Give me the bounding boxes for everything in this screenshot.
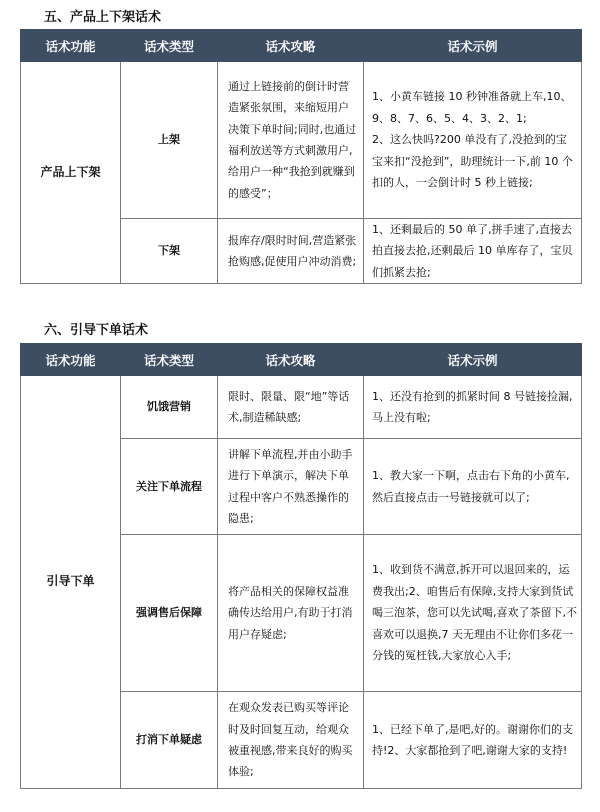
function-cell: 产品上下架 [21,62,121,284]
strategy-cell: 将产品相关的保障权益准确传达给用户,有助于打消用户存疑虑; [218,535,364,692]
header-example: 话术示例 [364,344,582,376]
product-listing-table [20,29,582,284]
table-header-row [21,30,582,62]
example-cell: 1、还没有抢到的抓紧时间 8 号链接捡漏,马上没有啦; [364,376,582,439]
example-cell: 1、已经下单了,是吧,好的。谢谢你们的支持!2、大家都抢到了吧,谢谢大家的支持! [364,692,582,789]
type-cell: 上架 [121,62,218,219]
table-header-row [21,344,582,376]
function-cell: 引导下单 [21,376,121,789]
example-cell: 1、小黄车链接 10 秒钟准备就上车,10、9、8、7、6、5、4、3、2、1; 2、这么快吗?200 单没有了,没抢到的宝宝来扣“没抢到”，助理统计一下,前 10 个扣的人，一会倒计时 5 秒上链接; [364,62,582,219]
section-5-title: 五、产品上下架话术 [44,10,162,25]
type-cell: 饥饿营销 [121,376,218,439]
strategy-cell: 限时、限量、限“地”等话术,制造稀缺感; [218,376,364,439]
type-cell: 打消下单疑虑 [121,692,218,789]
type-cell: 关注下单流程 [121,439,218,535]
example-cell: 1、教大家一下啊，点击右下角的小黄车,然后直接点击一号链接就可以了; [364,439,582,535]
guide-order-table [20,343,582,789]
table-row [21,62,582,219]
header-type: 话术类型 [121,344,218,376]
table-row [21,376,582,439]
section-6-title: 六、引导下单话术 [44,323,149,338]
example-cell: 1、收到货不满意,拆开可以退回来的，运费我出;2、咱售后有保障,支持大家到货试喝三泡茶，您可以先试喝,喜欢了茶留下,不喜欢可以退换,7 天无理由不让你们多花一分钱的冤枉钱,大家放心入手; [364,535,582,692]
strategy-cell: 报库存/限时时间,营造紧张抢购感,促使用户冲动消费; [218,219,364,284]
header-type: 话术类型 [121,30,218,62]
header-function: 话术功能 [21,344,121,376]
type-cell: 下架 [121,219,218,284]
header-strategy: 话术攻略 [218,344,364,376]
header-example: 话术示例 [364,30,582,62]
strategy-cell: 通过上链接前的倒计时营造紧张氛围，来缩短用户决策下单时间;同时,也通过福利放送等方式刺激用户,给用户一种“我抢到就赚到的感受”； [218,62,364,219]
example-cell: 1、还剩最后的 50 单了,拼手速了,直接去拍直接去抢,还剩最后 10 单库存了，宝贝们抓紧去抢; [364,219,582,284]
header-function: 话术功能 [21,30,121,62]
strategy-cell: 讲解下单流程,并由小助手进行下单演示，解决下单过程中客户不熟悉操作的隐患; [218,439,364,535]
type-cell: 强调售后保障 [121,535,218,692]
strategy-cell: 在观众发表已购买等评论时及时回复互动，给观众被重视感,带来良好的购买体验; [218,692,364,789]
header-strategy: 话术攻略 [218,30,364,62]
